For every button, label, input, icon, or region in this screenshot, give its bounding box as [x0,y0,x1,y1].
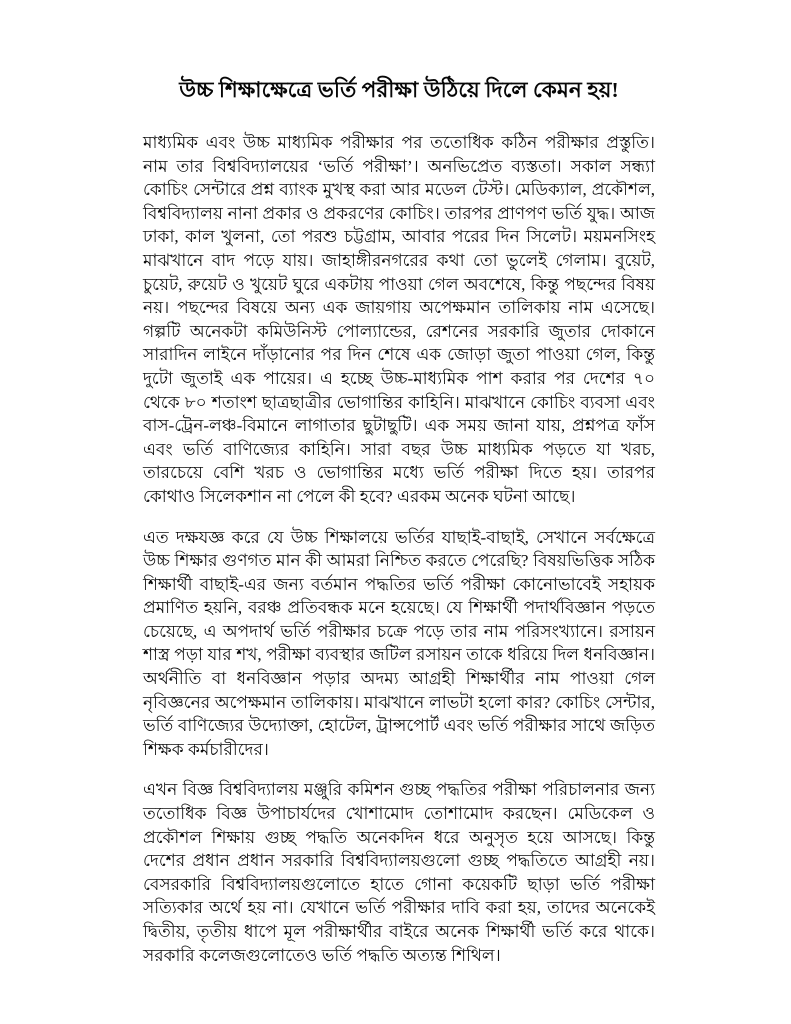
body-paragraph-1: মাধ্যমিক এবং উচ্চ মাধ্যমিক পরীক্ষার পর ততোধিক কঠিন পরীক্ষার প্রস্তুতি। নাম তার বিশ্ববিদ্যালয়ের ‘ভর্তি পরীক্ষা’। অনভিপ্রেত ব্যস্ততা। সকাল সন্ধ্যা কোচিং সেন্টারে প্রশ্ন ব্যাংক মুখস্থ করা আর মডেল টেস্ট। মেডিক্যাল, প্রকৌশল, বিশ্ববিদ্যালয় নানা প্রকার ও প্রকরণের কোচিং। তারপর প্রাণপণ ভর্তি যুদ্ধ। আজ ঢাকা, কাল খুলনা, তো পরশু চট্টগ্রাম, আবার পরের দিন সিলেট। ময়মনসিংহ মাঝখানে বাদ পড়ে যায়। জাহাঙ্গীরনগরের কথা তো ভুলেই গেলাম। বুয়েট, চুয়েট, রুয়েট ও খুয়েট ঘুরে একটায় পাওয়া গেল অবশেষে, কিন্তু পছন্দের বিষয় নয়। পছন্দের বিষয়ে অন্য এক জায়গায় অপেক্ষমান তালিকায় নাম এসেছে। গল্পটি অনেকটা কমিউনিস্ট পোল্যান্ডের, রেশনের সরকারি জুতার দোকানে সারাদিন লাইনে দাঁড়ানোর পর দিন শেষে এক জোড়া জুতা পাওয়া গেল, কিন্তু দুটো জুতাই এক পায়ের। এ হচ্ছে উচ্চ-মাধ্যমিক পাশ করার পর দেশের ৭০ থেকে ৮০ শতাংশ ছাত্রছাত্রীর ভোগান্তির কাহিনি। মাঝখানে কোচিং ব্যবসা এবং বাস-ট্রেন-লঞ্চ-বিমানে লাগাতার ছুটাছুটি। এক সময় জানা যায়, প্রশ্নপত্র ফাঁস এবং ভর্তি বাণিজ্যের কাহিনি। সারা বছর উচ্চ মাধ্যমিক পড়তে যা খরচ, তারচেয়ে বেশি খরচ ও ভোগান্তির মধ্যে ভর্তি পরীক্ষা দিতে হয়। তারপর কোথাও সিলেকশান না পেলে কী হবে? এরকম অনেক ঘটনা আছে। [143,133,655,506]
body-paragraph-2: এত দক্ষযজ্ঞ করে যে উচ্চ শিক্ষালয়ে ভর্তির যাছাই-বাছাই, সেখানে সর্বক্ষেত্রে উচ্চ শিক্ষার গুণগত মান কী আমরা নিশ্চিত করতে পেরেছি? বিষয়ভিত্তিক সঠিক শিক্ষার্থী বাছাই-এর জন্য বর্তমান পদ্ধতির ভর্তি পরীক্ষা কোনোভাবেই সহায়ক প্রমাণিত হয়নি, বরঞ্চ প্রতিবন্ধক মনে হয়েছে। যে শিক্ষার্থী পদার্থবিজ্ঞান পড়তে চেয়েছে, এ অপদার্থ ভর্তি পরীক্ষার চক্রে পড়ে তার নাম পরিসংখ্যানে। রসায়ন শাস্ত্র পড়া যার শখ, পরীক্ষা ব্যবস্থার জটিল রসায়ন তাকে ধরিয়ে দিল ধনবিজ্ঞান। অর্থনীতি বা ধনবিজ্ঞান পড়ার অদম্য আগ্রহী শিক্ষার্থীর নাম পাওয়া গেল নৃবিজ্ঞনের অপেক্ষমান তালিকায়। মাঝখানে লাভটা হলো কার? কোচিং সেন্টার, ভর্তি বাণিজ্যের উদ্যোক্তা, হোটেল, ট্রান্সপোর্ট এবং ভর্তি পরীক্ষার সাথে জড়িত শিক্ষক কর্মচারীদের। [143,527,655,759]
body-paragraph-3: এখন বিজ্ঞ বিশ্ববিদ্যালয় মঞ্জুরি কমিশন গুচ্ছ পদ্ধতির পরীক্ষা পরিচালনার জন্য ততোধিক বিজ্ঞ উপাচার্যদের খোশামোদ তোশামোদ করছেন। মেডিকেল ও প্রকৌশল শিক্ষায় গুচ্ছ পদ্ধতি অনেকদিন ধরে অনুসৃত হয়ে আসছে। কিন্তু দেশের প্রধান প্রধান সরকারি বিশ্ববিদ্যালয়গুলো গুচ্ছ পদ্ধতিতে আগ্রহী নয়। বেসরকারি বিশ্ববিদ্যালয়গুলোতে হাতে গোনা কয়েকটি ছাড়া ভর্তি পরীক্ষা সত্যিকার অর্থে হয় না। যেখানে ভর্তি পরীক্ষার দাবি করা হয়, তাদের অনেকেই দ্বিতীয়, তৃতীয় ধাপে মূল পরীক্ষার্থীর বাইরে অনেক শিক্ষার্থী ভর্তি করে থাকে। সরকারি কলেজগুলোতেও ভর্তি পদ্ধতি অত্যন্ত শিথিল। [143,780,655,965]
document-content-column [143,76,655,967]
page-title: উচ্চ শিক্ষাক্ষেত্রে ভর্তি পরীক্ষা উঠিয়ে দিলে কেমন হয়! [179,78,619,102]
